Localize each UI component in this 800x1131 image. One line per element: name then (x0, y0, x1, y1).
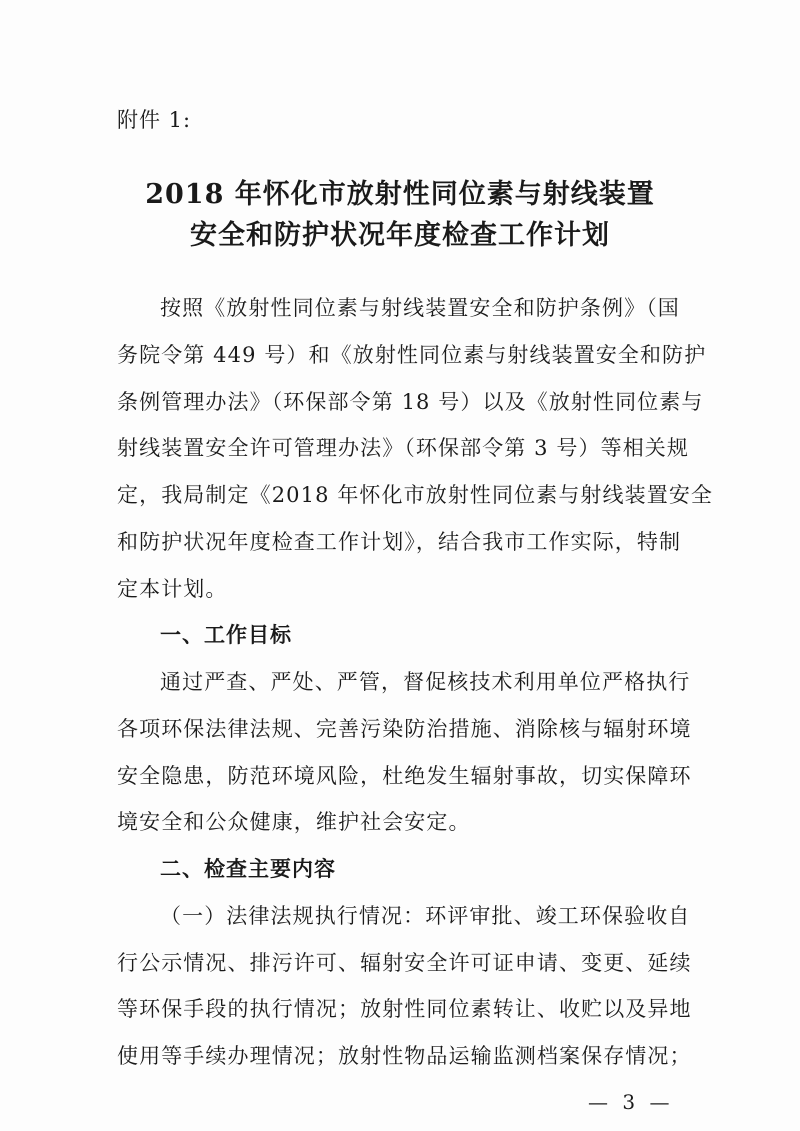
section1-line: 境安全和公众健康，维护社会安定。 (117, 810, 471, 834)
attachment-label: 附件 1: (117, 108, 192, 132)
intro-line: 射线装置安全许可管理办法》（环保部令第 3 号）等相关规 (117, 436, 690, 460)
section1-line: 安全隐患，防范环境风险，杜绝发生辐射事故，切实保障环 (117, 764, 692, 788)
section1-line: 各项环保法律法规、完善污染防治措施、消除核与辐射环境 (117, 717, 692, 741)
section2-line: 使用等手续办理情况；放射性物品运输监测档案保存情况； (117, 1044, 692, 1068)
section1-line: 通过严查、严处、严管，督促核技术利用单位严格执行 (160, 670, 691, 694)
document-title-line-2: 安全和防护状况年度检查工作计划 (190, 220, 610, 251)
intro-line: 务院令第 449 号）和《放射性同位素与射线装置安全和防护 (117, 343, 707, 367)
page-number: — 3 — (588, 1090, 674, 1114)
intro-line: 和防护状况年度检查工作计划》，结合我市工作实际，特制 (117, 530, 682, 554)
intro-line: 按照《放射性同位素与射线装置安全和防护条例》（国 (160, 296, 680, 320)
section2-line: 等环保手段的执行情况；放射性同位素转让、收贮以及异地 (117, 997, 692, 1021)
section-heading-work-goal: 一、工作目标 (160, 622, 292, 647)
section2-line: 行公示情况、排污许可、辐射安全许可证申请、变更、延续 (117, 951, 692, 975)
section2-line: （一）法律法规执行情况：环评审批、竣工环保验收自 (160, 904, 691, 928)
intro-line: 定本计划。 (117, 577, 228, 601)
section-heading-inspection-content: 二、检查主要内容 (160, 856, 336, 881)
document-title-line-1: 2018 年怀化市放射性同位素与射线装置 (145, 179, 655, 210)
intro-line: 条例管理办法》（环保部令第 18 号）以及《放射性同位素与 (117, 390, 704, 414)
intro-line: 定，我局制定《2018 年怀化市放射性同位素与射线装置安全 (117, 483, 714, 507)
